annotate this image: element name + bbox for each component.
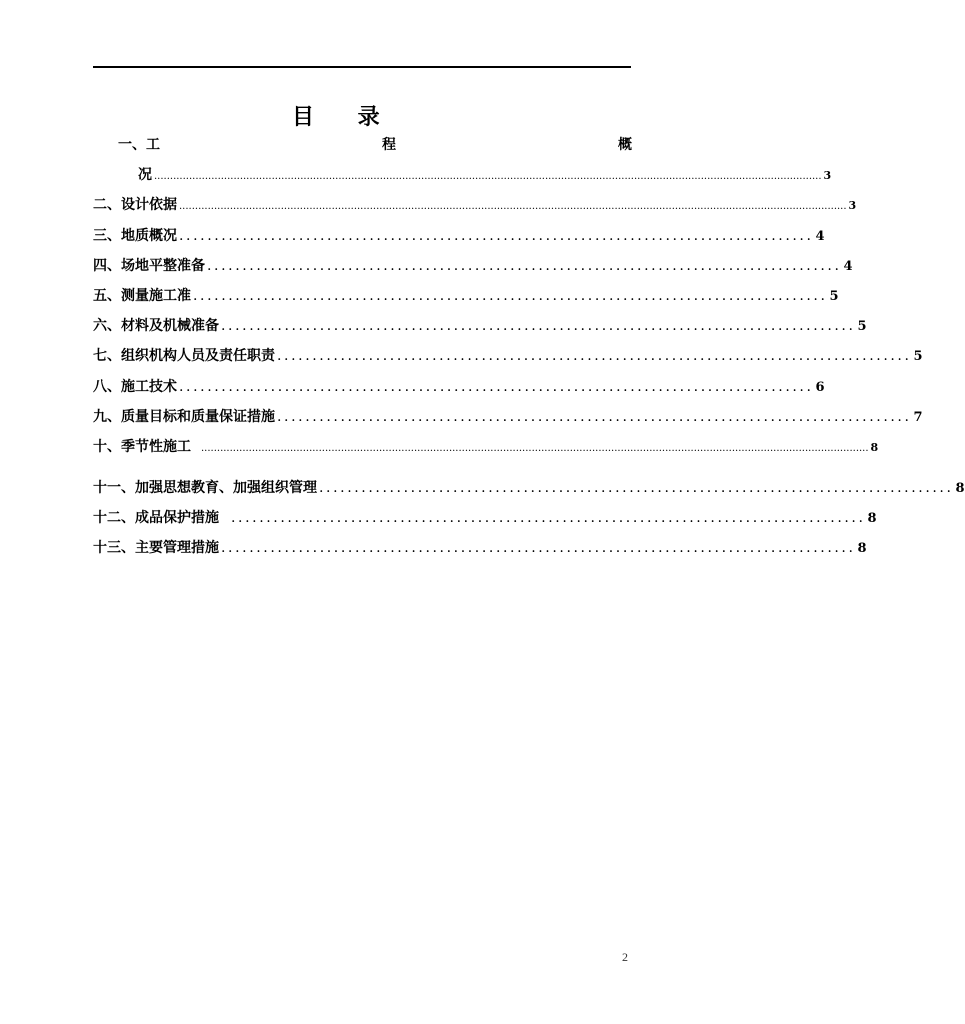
toc-entry-label: 十三、主要管理措施: [93, 540, 219, 556]
dot-leader: ..........................................................................................: [207, 258, 842, 274]
toc-entry-page: 8: [870, 441, 879, 454]
toc-entry-page: 3: [848, 199, 857, 212]
toc-entry-page: 8: [857, 541, 867, 556]
dot-leader: ..................................................................................................................................................................................................................: [201, 443, 869, 454]
toc-entry-page: 6: [815, 380, 825, 395]
toc-entry[interactable]: [93, 477, 965, 497]
toc-entry[interactable]: [93, 406, 923, 426]
dot-leader: ..........................................................................................: [221, 540, 856, 556]
header-rule: [93, 66, 631, 68]
dot-leader: ..........................................................................................: [221, 318, 856, 334]
dot-leader: ..........................................................................................: [193, 288, 828, 304]
dot-leader: ..........................................................................................: [179, 228, 814, 244]
toc-title: 目 录: [292, 104, 398, 130]
toc-entry[interactable]: [93, 345, 923, 365]
toc-entry-page: 4: [843, 259, 853, 274]
toc-entry-label: 五、测量施工准: [93, 288, 191, 304]
toc-entry-label: 十、季节性施工: [93, 439, 191, 455]
toc-entry-label: 六、材料及机械准备: [93, 318, 219, 334]
toc-entry-1-continuation[interactable]: [138, 164, 832, 184]
dot-leader: ..........................................................................................: [277, 409, 912, 425]
toc-entry-1-part-c: 概: [618, 137, 632, 153]
toc-entry-page: 8: [955, 481, 965, 496]
toc-entry-page: 7: [913, 410, 923, 425]
toc-entry[interactable]: [93, 376, 825, 396]
toc-entry[interactable]: [93, 194, 857, 214]
dot-leader: ..........................................................................................: [231, 510, 866, 526]
toc-entry-page: 5: [913, 349, 923, 364]
toc-entry-label: 三、地质概况: [93, 228, 177, 244]
toc-entry[interactable]: [93, 285, 839, 305]
toc-entry-label: 十一、加强思想教育、加强组织管理: [93, 480, 317, 496]
toc-entry-label: 七、组织机构人员及责任职责: [93, 348, 275, 364]
toc-entry-page: 4: [815, 229, 825, 244]
toc-entry[interactable]: [93, 315, 867, 335]
toc-entry-label: 八、施工技术: [93, 379, 177, 395]
toc-entry[interactable]: [93, 225, 825, 245]
toc-entry-label: 二、设计依据: [93, 197, 177, 213]
toc-entry-page: 5: [857, 319, 867, 334]
toc-entry-label: 九、质量目标和质量保证措施: [93, 409, 275, 425]
dot-leader: ..........................................................................................: [319, 480, 954, 496]
toc-entry[interactable]: [93, 255, 853, 275]
toc-entry[interactable]: [93, 507, 877, 527]
toc-entry-1-line[interactable]: [118, 134, 632, 154]
toc-entry[interactable]: [93, 436, 879, 456]
dot-leader: ..........................................................................................: [179, 379, 814, 395]
toc-entry-label: 十二、成品保护措施: [93, 510, 219, 526]
dot-leader: ..........................................................................................: [277, 348, 912, 364]
toc-entry[interactable]: [93, 537, 867, 557]
toc-entry-label: 四、场地平整准备: [93, 258, 205, 274]
toc-entry-page: 5: [829, 289, 839, 304]
toc-entry-1-continuation-label: 况: [138, 167, 152, 183]
toc-entry-1-part-a: 一、工: [118, 137, 160, 153]
toc-entry-1-page: 3: [823, 169, 832, 182]
dot-leader: ..................................................................................................................................................................................................................: [179, 201, 847, 212]
toc-entry-1-part-b: 程: [382, 137, 396, 153]
footer-page-number: 2: [622, 950, 628, 964]
dot-leader: ..................................................................................................................................................................................................................: [154, 171, 822, 182]
toc-entry-page: 8: [867, 511, 877, 526]
